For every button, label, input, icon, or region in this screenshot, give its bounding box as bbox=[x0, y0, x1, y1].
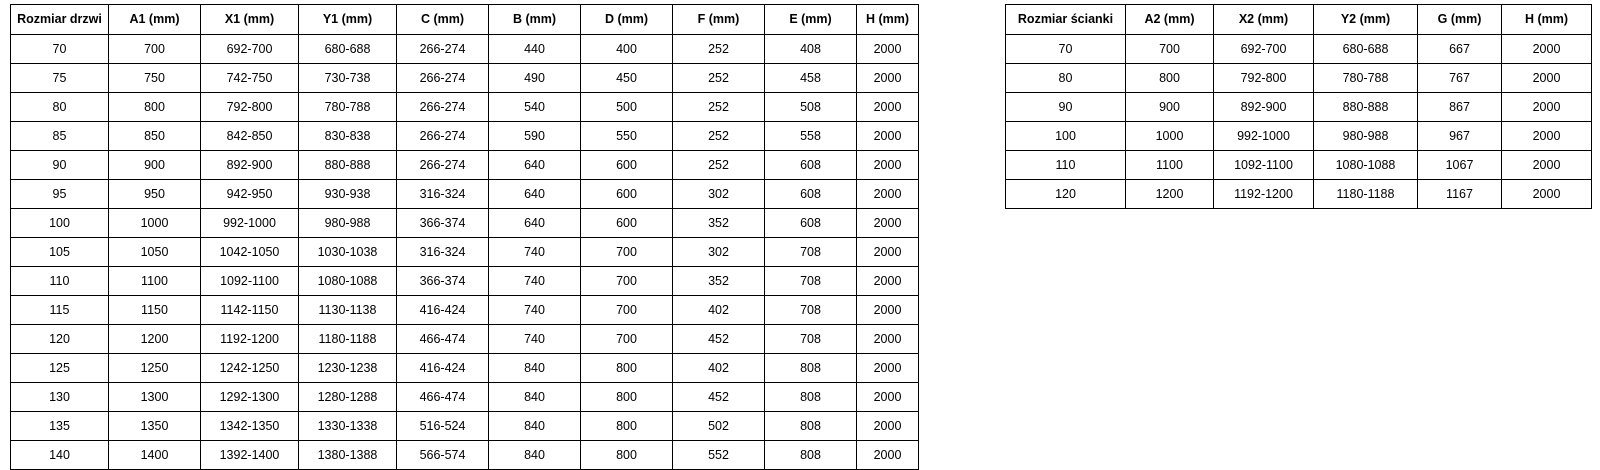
table-cell: 1330-1338 bbox=[299, 412, 397, 441]
table-cell: 316-324 bbox=[397, 238, 489, 267]
table-cell: 135 bbox=[11, 412, 109, 441]
table-cell: 1092-1100 bbox=[201, 267, 299, 296]
table-row bbox=[1006, 93, 1592, 122]
table-cell: 2000 bbox=[857, 122, 919, 151]
table-cell: 2000 bbox=[857, 354, 919, 383]
table-cell: 140 bbox=[11, 441, 109, 470]
table-cell: 1030-1038 bbox=[299, 238, 397, 267]
table-cell: 2000 bbox=[857, 151, 919, 180]
column-header: Rozmiar drzwi bbox=[11, 5, 109, 35]
table-cell: 1092-1100 bbox=[1214, 151, 1314, 180]
table-cell: 2000 bbox=[1502, 64, 1592, 93]
table-cell: 740 bbox=[489, 325, 581, 354]
table-cell: 402 bbox=[673, 296, 765, 325]
table-cell: 75 bbox=[11, 64, 109, 93]
table-cell: 740 bbox=[489, 267, 581, 296]
table-cell: 840 bbox=[489, 441, 581, 470]
column-header: D (mm) bbox=[581, 5, 673, 35]
table-cell: 808 bbox=[765, 354, 857, 383]
table-cell: 266-274 bbox=[397, 35, 489, 64]
table-cell: 352 bbox=[673, 209, 765, 238]
table-cell: 100 bbox=[1006, 122, 1126, 151]
table-row bbox=[11, 209, 919, 238]
table-cell: 700 bbox=[581, 296, 673, 325]
table-cell: 452 bbox=[673, 383, 765, 412]
table-cell: 100 bbox=[11, 209, 109, 238]
table-cell: 400 bbox=[581, 35, 673, 64]
table-cell: 680-688 bbox=[299, 35, 397, 64]
table-cell: 640 bbox=[489, 180, 581, 209]
table-row bbox=[11, 93, 919, 122]
table-cell: 800 bbox=[581, 383, 673, 412]
table-row bbox=[11, 325, 919, 354]
table-cell: 1350 bbox=[109, 412, 201, 441]
table-cell: 85 bbox=[11, 122, 109, 151]
table-cell: 1192-1200 bbox=[201, 325, 299, 354]
table-cell: 1250 bbox=[109, 354, 201, 383]
table-cell: 252 bbox=[673, 35, 765, 64]
table-cell: 1150 bbox=[109, 296, 201, 325]
table-header-row bbox=[1006, 5, 1592, 35]
table-cell: 252 bbox=[673, 151, 765, 180]
table-cell: 550 bbox=[581, 122, 673, 151]
table-cell: 850 bbox=[109, 122, 201, 151]
table-cell: 892-900 bbox=[1214, 93, 1314, 122]
table-cell: 558 bbox=[765, 122, 857, 151]
table-cell: 780-788 bbox=[1314, 64, 1418, 93]
table-cell: 1342-1350 bbox=[201, 412, 299, 441]
table-cell: 980-988 bbox=[1314, 122, 1418, 151]
table-cell: 450 bbox=[581, 64, 673, 93]
table-cell: 266-274 bbox=[397, 93, 489, 122]
table-cell: 80 bbox=[11, 93, 109, 122]
table-cell: 2000 bbox=[857, 209, 919, 238]
column-header: A2 (mm) bbox=[1126, 5, 1214, 35]
table-cell: 458 bbox=[765, 64, 857, 93]
table-cell: 600 bbox=[581, 180, 673, 209]
table-cell: 2000 bbox=[857, 441, 919, 470]
table-cell: 125 bbox=[11, 354, 109, 383]
table-cell: 252 bbox=[673, 122, 765, 151]
column-header: B (mm) bbox=[489, 5, 581, 35]
table-cell: 115 bbox=[11, 296, 109, 325]
table-cell: 120 bbox=[11, 325, 109, 354]
table-cell: 416-424 bbox=[397, 296, 489, 325]
table-cell: 692-700 bbox=[1214, 35, 1314, 64]
table-cell: 402 bbox=[673, 354, 765, 383]
table-cell: 352 bbox=[673, 267, 765, 296]
column-header: H (mm) bbox=[857, 5, 919, 35]
table-cell: 1080-1088 bbox=[299, 267, 397, 296]
table-cell: 2000 bbox=[857, 267, 919, 296]
table-cell: 767 bbox=[1418, 64, 1502, 93]
doors-size-table bbox=[10, 4, 919, 470]
column-header: F (mm) bbox=[673, 5, 765, 35]
table-cell: 708 bbox=[765, 325, 857, 354]
table-row bbox=[11, 238, 919, 267]
table-cell: 2000 bbox=[857, 412, 919, 441]
table-cell: 1100 bbox=[109, 267, 201, 296]
table-cell: 740 bbox=[489, 296, 581, 325]
table-cell: 842-850 bbox=[201, 122, 299, 151]
table-cell: 1200 bbox=[109, 325, 201, 354]
table-row bbox=[1006, 180, 1592, 209]
table-cell: 808 bbox=[765, 412, 857, 441]
table-cell: 566-574 bbox=[397, 441, 489, 470]
table-cell: 70 bbox=[11, 35, 109, 64]
table-cell: 600 bbox=[581, 209, 673, 238]
table-cell: 640 bbox=[489, 209, 581, 238]
column-header: Y2 (mm) bbox=[1314, 5, 1418, 35]
table-row bbox=[11, 35, 919, 64]
table-cell: 1080-1088 bbox=[1314, 151, 1418, 180]
table-cell: 700 bbox=[581, 267, 673, 296]
table-cell: 252 bbox=[673, 64, 765, 93]
table-cell: 680-688 bbox=[1314, 35, 1418, 64]
table-cell: 590 bbox=[489, 122, 581, 151]
table-cell: 90 bbox=[1006, 93, 1126, 122]
table-cell: 452 bbox=[673, 325, 765, 354]
table-cell: 408 bbox=[765, 35, 857, 64]
table-cell: 1230-1238 bbox=[299, 354, 397, 383]
table-cell: 708 bbox=[765, 238, 857, 267]
table-cell: 2000 bbox=[1502, 122, 1592, 151]
table-cell: 840 bbox=[489, 354, 581, 383]
table-cell: 700 bbox=[581, 238, 673, 267]
table-cell: 1180-1188 bbox=[1314, 180, 1418, 209]
wall-size-table-container bbox=[1005, 4, 1592, 209]
column-header: X1 (mm) bbox=[201, 5, 299, 35]
column-header: C (mm) bbox=[397, 5, 489, 35]
table-cell: 1130-1138 bbox=[299, 296, 397, 325]
table-cell: 110 bbox=[1006, 151, 1126, 180]
table-cell: 2000 bbox=[857, 93, 919, 122]
table-cell: 1380-1388 bbox=[299, 441, 397, 470]
table-cell: 942-950 bbox=[201, 180, 299, 209]
table-cell: 740 bbox=[489, 238, 581, 267]
table-cell: 1392-1400 bbox=[201, 441, 299, 470]
table-row bbox=[11, 151, 919, 180]
table-cell: 302 bbox=[673, 180, 765, 209]
table-cell: 540 bbox=[489, 93, 581, 122]
table-row bbox=[11, 296, 919, 325]
table-cell: 640 bbox=[489, 151, 581, 180]
table-cell: 2000 bbox=[1502, 35, 1592, 64]
table-cell: 1400 bbox=[109, 441, 201, 470]
table-cell: 840 bbox=[489, 383, 581, 412]
table-cell: 2000 bbox=[1502, 151, 1592, 180]
table-cell: 80 bbox=[1006, 64, 1126, 93]
table-cell: 502 bbox=[673, 412, 765, 441]
table-cell: 700 bbox=[109, 35, 201, 64]
table-cell: 266-274 bbox=[397, 122, 489, 151]
column-header: G (mm) bbox=[1418, 5, 1502, 35]
table-cell: 2000 bbox=[1502, 180, 1592, 209]
table-cell: 1042-1050 bbox=[201, 238, 299, 267]
table-cell: 110 bbox=[11, 267, 109, 296]
table-row bbox=[11, 412, 919, 441]
table-cell: 90 bbox=[11, 151, 109, 180]
table-cell: 516-524 bbox=[397, 412, 489, 441]
doors-size-table-container bbox=[10, 4, 919, 470]
table-cell: 440 bbox=[489, 35, 581, 64]
table-cell: 992-1000 bbox=[1214, 122, 1314, 151]
table-cell: 120 bbox=[1006, 180, 1126, 209]
table-cell: 708 bbox=[765, 267, 857, 296]
table-cell: 266-274 bbox=[397, 64, 489, 93]
table-row bbox=[11, 64, 919, 93]
table-cell: 70 bbox=[1006, 35, 1126, 64]
table-cell: 466-474 bbox=[397, 325, 489, 354]
table-cell: 552 bbox=[673, 441, 765, 470]
table-cell: 2000 bbox=[857, 35, 919, 64]
table-cell: 900 bbox=[1126, 93, 1214, 122]
table-cell: 302 bbox=[673, 238, 765, 267]
table-cell: 800 bbox=[581, 441, 673, 470]
table-cell: 967 bbox=[1418, 122, 1502, 151]
table-cell: 992-1000 bbox=[201, 209, 299, 238]
table-cell: 867 bbox=[1418, 93, 1502, 122]
column-header: H (mm) bbox=[1502, 5, 1592, 35]
table-cell: 95 bbox=[11, 180, 109, 209]
column-header: Rozmiar ścianki bbox=[1006, 5, 1126, 35]
table-cell: 880-888 bbox=[1314, 93, 1418, 122]
table-cell: 1000 bbox=[1126, 122, 1214, 151]
table-cell: 2000 bbox=[857, 238, 919, 267]
table-cell: 1180-1188 bbox=[299, 325, 397, 354]
table-row bbox=[11, 383, 919, 412]
table-row bbox=[1006, 151, 1592, 180]
table-cell: 840 bbox=[489, 412, 581, 441]
table-cell: 608 bbox=[765, 209, 857, 238]
table-cell: 416-424 bbox=[397, 354, 489, 383]
table-cell: 500 bbox=[581, 93, 673, 122]
table-cell: 792-800 bbox=[1214, 64, 1314, 93]
table-cell: 1300 bbox=[109, 383, 201, 412]
table-cell: 667 bbox=[1418, 35, 1502, 64]
table-cell: 1100 bbox=[1126, 151, 1214, 180]
table-cell: 830-838 bbox=[299, 122, 397, 151]
column-header: X2 (mm) bbox=[1214, 5, 1314, 35]
table-cell: 600 bbox=[581, 151, 673, 180]
table-cell: 1050 bbox=[109, 238, 201, 267]
table-row bbox=[11, 267, 919, 296]
table-row bbox=[11, 354, 919, 383]
table-cell: 1200 bbox=[1126, 180, 1214, 209]
table-cell: 366-374 bbox=[397, 267, 489, 296]
column-header: Y1 (mm) bbox=[299, 5, 397, 35]
table-cell: 366-374 bbox=[397, 209, 489, 238]
table-row bbox=[1006, 122, 1592, 151]
table-cell: 105 bbox=[11, 238, 109, 267]
table-cell: 1142-1150 bbox=[201, 296, 299, 325]
table-cell: 1242-1250 bbox=[201, 354, 299, 383]
table-cell: 800 bbox=[581, 412, 673, 441]
table-cell: 692-700 bbox=[201, 35, 299, 64]
table-cell: 880-888 bbox=[299, 151, 397, 180]
table-cell: 808 bbox=[765, 441, 857, 470]
table-cell: 466-474 bbox=[397, 383, 489, 412]
table-row bbox=[1006, 64, 1592, 93]
table-cell: 2000 bbox=[857, 325, 919, 354]
table-row bbox=[11, 122, 919, 151]
table-cell: 2000 bbox=[857, 64, 919, 93]
table-cell: 508 bbox=[765, 93, 857, 122]
table-cell: 792-800 bbox=[201, 93, 299, 122]
table-cell: 980-988 bbox=[299, 209, 397, 238]
table-cell: 730-738 bbox=[299, 64, 397, 93]
table-cell: 490 bbox=[489, 64, 581, 93]
table-header-row bbox=[11, 5, 919, 35]
table-cell: 1067 bbox=[1418, 151, 1502, 180]
table-cell: 1280-1288 bbox=[299, 383, 397, 412]
table-cell: 700 bbox=[1126, 35, 1214, 64]
table-cell: 708 bbox=[765, 296, 857, 325]
table-cell: 808 bbox=[765, 383, 857, 412]
table-cell: 266-274 bbox=[397, 151, 489, 180]
table-row bbox=[11, 441, 919, 470]
table-cell: 892-900 bbox=[201, 151, 299, 180]
table-cell: 252 bbox=[673, 93, 765, 122]
table-cell: 2000 bbox=[1502, 93, 1592, 122]
table-cell: 130 bbox=[11, 383, 109, 412]
column-header: A1 (mm) bbox=[109, 5, 201, 35]
table-cell: 930-938 bbox=[299, 180, 397, 209]
table-cell: 1000 bbox=[109, 209, 201, 238]
column-header: E (mm) bbox=[765, 5, 857, 35]
table-cell: 700 bbox=[581, 325, 673, 354]
table-row bbox=[11, 180, 919, 209]
table-cell: 750 bbox=[109, 64, 201, 93]
table-cell: 2000 bbox=[857, 383, 919, 412]
table-row bbox=[1006, 35, 1592, 64]
table-cell: 1292-1300 bbox=[201, 383, 299, 412]
table-cell: 800 bbox=[1126, 64, 1214, 93]
table-cell: 608 bbox=[765, 151, 857, 180]
table-cell: 1192-1200 bbox=[1214, 180, 1314, 209]
table-cell: 608 bbox=[765, 180, 857, 209]
table-cell: 742-750 bbox=[201, 64, 299, 93]
table-cell: 2000 bbox=[857, 296, 919, 325]
table-cell: 800 bbox=[109, 93, 201, 122]
table-cell: 900 bbox=[109, 151, 201, 180]
table-cell: 2000 bbox=[857, 180, 919, 209]
table-cell: 1167 bbox=[1418, 180, 1502, 209]
wall-size-table bbox=[1005, 4, 1592, 209]
table-cell: 950 bbox=[109, 180, 201, 209]
table-cell: 316-324 bbox=[397, 180, 489, 209]
table-cell: 800 bbox=[581, 354, 673, 383]
table-cell: 780-788 bbox=[299, 93, 397, 122]
